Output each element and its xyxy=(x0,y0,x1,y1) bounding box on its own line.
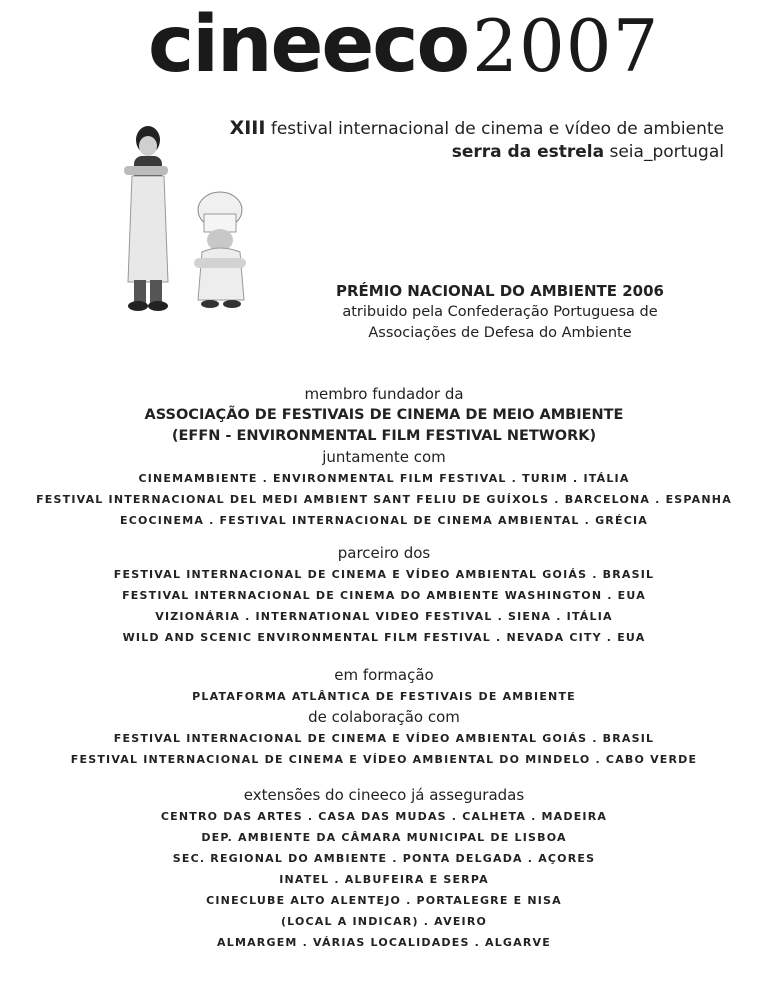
member-festival-item: CINEMAMBIENTE . ENVIRONMENTAL FILM FESTIVAL . TURIM . ITÁLIA xyxy=(138,472,630,485)
award-line-2: Associações de Defesa do Ambiente xyxy=(368,325,632,341)
chef-characters-illustration xyxy=(110,122,270,322)
logo-word: cineeco xyxy=(148,0,469,90)
member-with-label: juntamente com xyxy=(322,448,446,466)
extension-item: DEP. AMBIENTE DA CÂMARA MUNICIPAL DE LISBOA xyxy=(201,831,567,844)
logo-year: 2007 xyxy=(472,4,660,88)
location-bold: serra da estrela xyxy=(451,142,605,162)
extension-item: CINECLUBE ALTO ALENTEJO . PORTALEGRE E NISA xyxy=(206,894,562,907)
festival-name: festival internacional de cinema e vídeo de ambiente xyxy=(270,119,724,139)
partner-festival-item: FESTIVAL INTERNACIONAL DE CINEMA E VÍDEO AMBIENTAL GOIÁS . BRASIL xyxy=(113,568,655,581)
member-association-name: ASSOCIAÇÃO DE FESTIVAIS DE CINEMA DE MEIO AMBIENTE xyxy=(144,407,624,423)
edition-number: XIII xyxy=(229,117,266,139)
extension-item: INATEL . ALBUFEIRA E SERPA xyxy=(279,873,489,886)
partners-section xyxy=(0,543,768,648)
collaboration-festival-item: FESTIVAL INTERNACIONAL DE CINEMA E VÍDEO AMBIENTAL GOIÁS . BRASIL xyxy=(113,732,655,745)
forming-lead: em formação xyxy=(334,666,434,684)
partner-festival-item: FESTIVAL INTERNACIONAL DE CINEMA DO AMBIENTE WASHINGTON . EUA xyxy=(122,589,646,602)
extensions-section xyxy=(0,785,768,953)
member-network-name: (EFFN - ENVIRONMENTAL FILM FESTIVAL NETWORK) xyxy=(171,428,597,444)
extension-item: CENTRO DAS ARTES . CASA DAS MUDAS . CALHETA . MADEIRA xyxy=(160,810,608,823)
atlantic-platform-name: PLATAFORMA ATLÂNTICA DE FESTIVAIS DE AMBIENTE xyxy=(192,690,576,703)
award-line-1: atribuido pela Confederação Portuguesa de xyxy=(342,304,658,320)
extensions-lead: extensões do cineeco já asseguradas xyxy=(243,786,525,804)
extension-item: SEC. REGIONAL DO AMBIENTE . PONTA DELGADA . AÇORES xyxy=(172,852,596,865)
woman-chef-figure xyxy=(124,126,168,311)
festival-location xyxy=(452,142,724,162)
extension-item: ALMARGEM . VÁRIAS LOCALIDADES . ALGARVE xyxy=(217,936,551,949)
festival-logo xyxy=(148,0,660,90)
member-festival-item: ECOCINEMA . FESTIVAL INTERNACIONAL DE CINEMA AMBIENTAL . GRÉCIA xyxy=(120,514,648,527)
location-text: seia_portugal xyxy=(609,142,724,162)
extension-item: (LOCAL A INDICAR) . AVEIRO xyxy=(280,915,488,928)
forming-section xyxy=(0,665,768,770)
member-section xyxy=(0,384,768,531)
partners-lead: parceiro dos xyxy=(337,544,431,562)
festival-subtitle xyxy=(230,117,724,139)
small-chef-figure xyxy=(194,192,246,308)
award-title: PRÉMIO NACIONAL DO AMBIENTE 2006 xyxy=(336,282,664,300)
award-description xyxy=(300,302,700,344)
member-festival-item: FESTIVAL INTERNACIONAL DEL MEDI AMBIENT SANT FELIU DE GUÍXOLS . BARCELONA . ESPANHA xyxy=(36,493,732,506)
collaboration-festival-item: FESTIVAL INTERNACIONAL DE CINEMA E VÍDEO AMBIENTAL DO MINDELO . CABO VERDE xyxy=(70,753,698,766)
partner-festival-item: VIZIONÁRIA . INTERNATIONAL VIDEO FESTIVAL . SIENA . ITÁLIA xyxy=(155,610,613,623)
partner-festival-item: WILD AND SCENIC ENVIRONMENTAL FILM FESTIVAL . NEVADA CITY . EUA xyxy=(122,631,646,644)
collaboration-lead: de colaboração com xyxy=(308,708,460,726)
member-lead: membro fundador da xyxy=(304,385,464,403)
